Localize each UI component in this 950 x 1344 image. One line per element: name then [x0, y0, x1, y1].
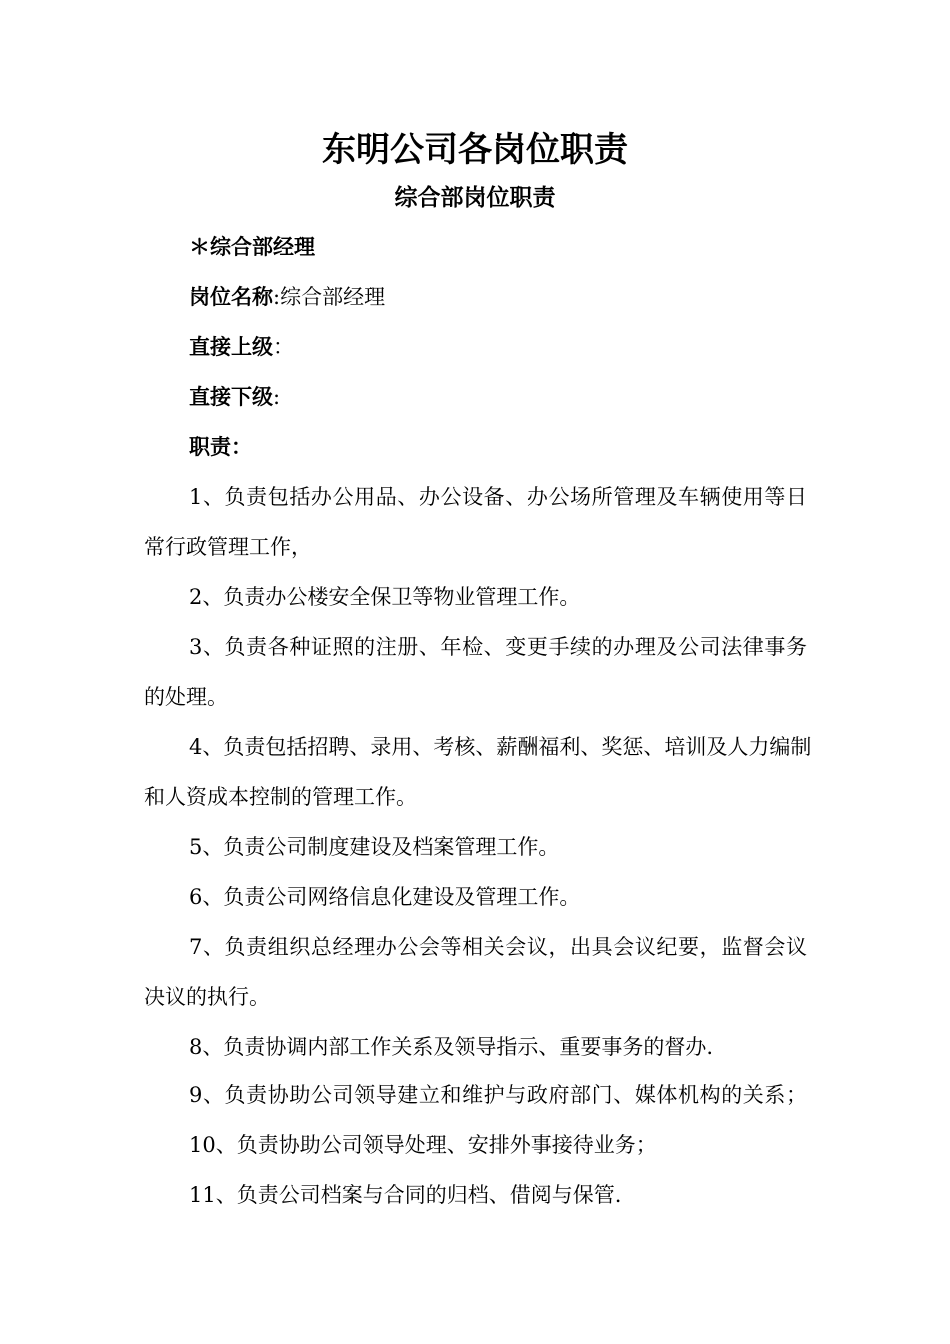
duty-item-8: 8、负责协调内部工作关系及领导指示、重要事务的督办.	[189, 1035, 714, 1059]
duty-item-1-line-1: 1、负责包括办公用品、办公设备、办公场所管理及车辆使用等日	[189, 485, 807, 509]
duty-item-3-line-2: 的处理。	[144, 685, 228, 709]
duty-item-10: 10、负责协助公司领导处理、安排外事接待业务；	[189, 1133, 657, 1157]
section-heading: ＊综合部经理	[189, 234, 315, 259]
duty-item-9: 9、负责协助公司领导建立和维护与政府部门、媒体机构的关系；	[189, 1083, 807, 1107]
field-direct-subordinate	[189, 382, 280, 412]
duty-item-2: 2、负责办公楼安全保卫等物业管理工作。	[189, 585, 581, 609]
duties-label: 职责：	[189, 434, 252, 459]
duty-item-7-line-1: 7、负责组织总经理办公会等相关会议，出具会议纪要，监督会议	[189, 935, 807, 959]
duty-item-6: 6、负责公司网络信息化建设及管理工作。	[189, 885, 581, 909]
duty-item-11: 11、负责公司档案与合同的归档、借阅与保管.	[189, 1183, 622, 1207]
duty-item-5: 5、负责公司制度建设及档案管理工作。	[189, 835, 560, 859]
duty-item-4-line-1: 4、负责包括招聘、录用、考核、薪酬福利、奖惩、培训及人力编制	[189, 735, 812, 759]
field-direct-superior-value: ：	[273, 335, 294, 359]
duty-item-7-line-2: 决议的执行。	[144, 985, 270, 1009]
field-position-name-value: :综合部经理	[273, 285, 386, 309]
duty-item-4-line-2: 和人资成本控制的管理工作。	[144, 785, 417, 809]
field-direct-subordinate-value: :	[273, 385, 281, 409]
field-direct-superior	[189, 332, 294, 362]
field-direct-superior-label: 直接上级	[189, 334, 273, 359]
duty-item-3-line-1: 3、负责各种证照的注册、年检、变更手续的办理及公司法律事务	[189, 635, 807, 659]
document-title: 东明公司各岗位职责	[322, 130, 628, 170]
document-subtitle: 综合部岗位职责	[394, 184, 556, 211]
field-position-name-label: 岗位名称	[189, 284, 273, 309]
field-position-name	[189, 282, 385, 312]
field-direct-subordinate-label: 直接下级	[189, 384, 273, 409]
duty-item-1-line-2: 常行政管理工作，	[144, 535, 312, 559]
